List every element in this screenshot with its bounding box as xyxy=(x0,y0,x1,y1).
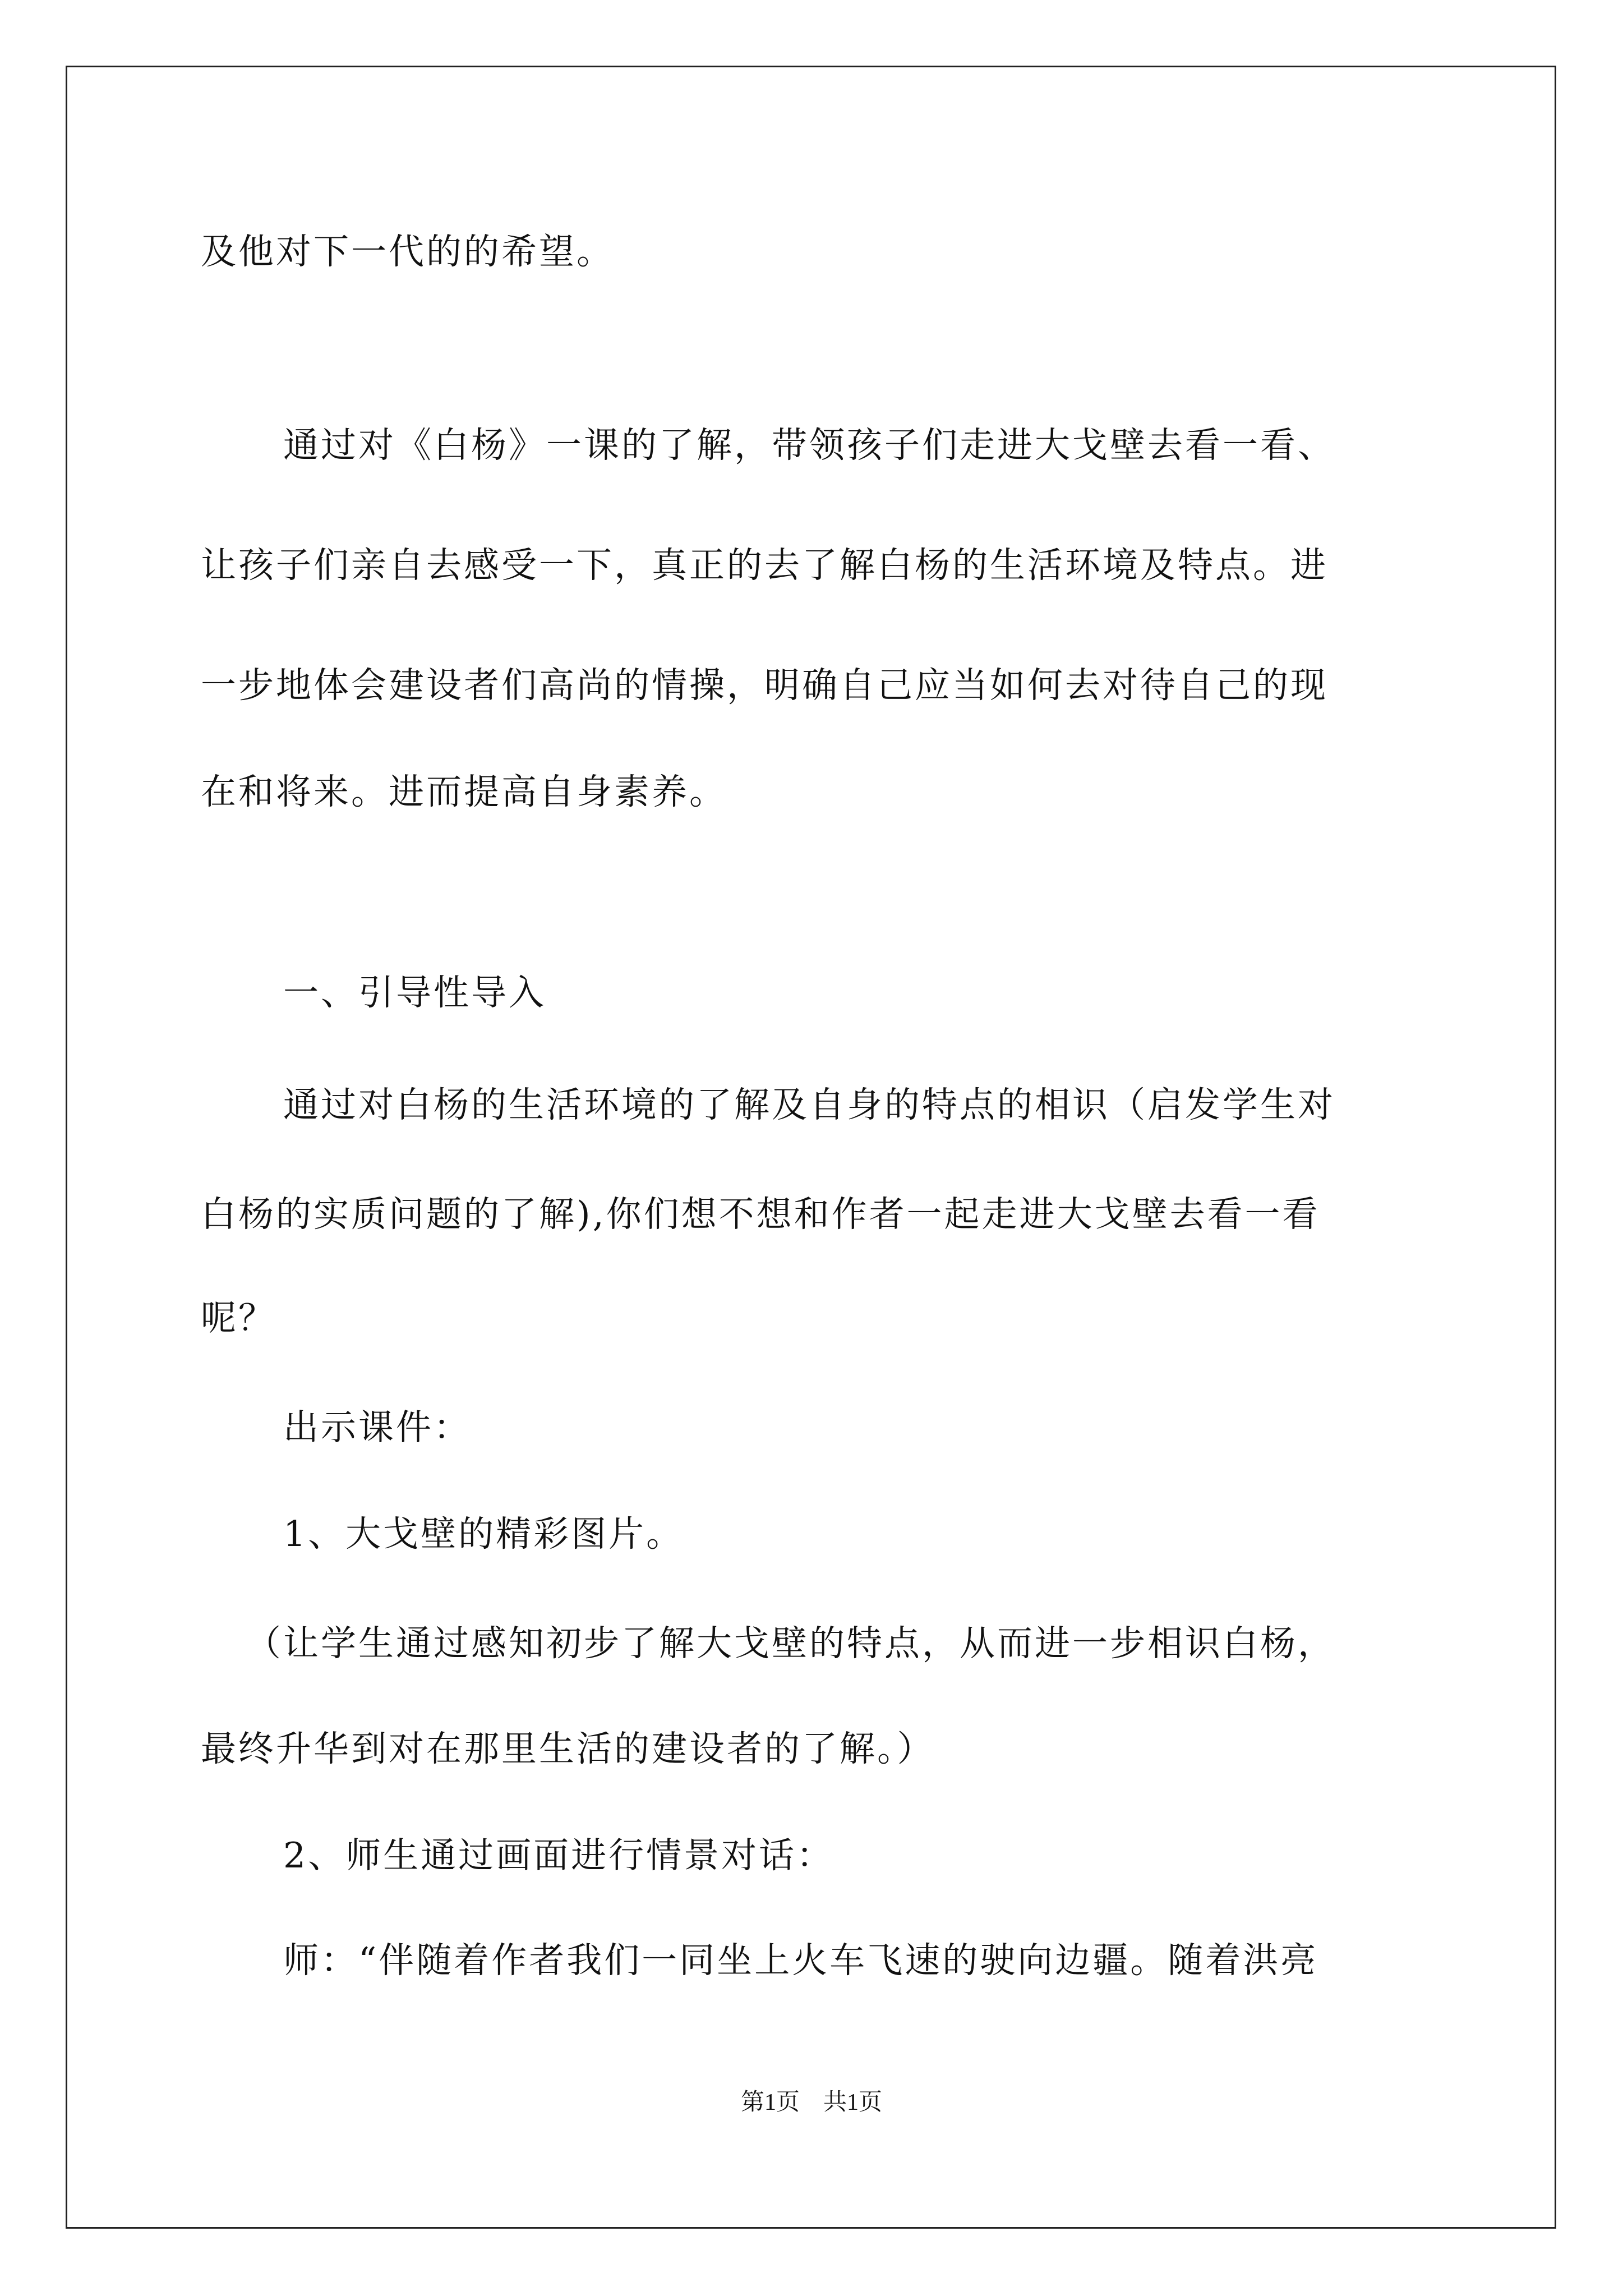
section-heading: 一、引导性导入 xyxy=(283,972,546,1013)
body-line: 通过对白杨的生活环境的了解及自身的特点的相识（启发学生对 xyxy=(283,1084,1335,1125)
body-line: （让学生通过感知初步了解大戈壁的特点，从而进一步相识白杨， xyxy=(246,1623,1335,1664)
body-line: 一步地体会建设者们高尚的情操，明确自己应当如何去对待自己的现 xyxy=(201,665,1328,706)
body-line: 呢？ xyxy=(201,1297,276,1338)
body-line: 1、大戈壁的精彩图片。 xyxy=(283,1513,684,1554)
body-line: 出示课件： xyxy=(283,1407,471,1448)
body-line: 白杨的实质问题的了解),你们想不想和作者一起走进大戈壁去看一看 xyxy=(201,1194,1320,1235)
body-line: 在和将来。进而提高自身素养。 xyxy=(201,771,727,812)
page-footer: 第1页 共1页 xyxy=(740,2090,882,2115)
body-line: 最终升华到对在那里生活的建设者的了解。） xyxy=(201,1728,935,1769)
body-line: 师：“伴随着作者我们一同坐上火车飞速的驶向边疆。随着洪亮 xyxy=(283,1940,1318,1981)
page-border xyxy=(66,66,1556,2229)
body-line: 通过对《白杨》一课的了解，带领孩子们走进大戈壁去看一看、 xyxy=(283,425,1335,466)
body-line: 让孩子们亲自去感受一下，真正的去了解白杨的生活环境及特点。进 xyxy=(201,545,1328,586)
body-line: 2、师生通过画面进行情景对话： xyxy=(283,1835,834,1876)
body-line: 及他对下一代的的希望。 xyxy=(201,231,614,272)
